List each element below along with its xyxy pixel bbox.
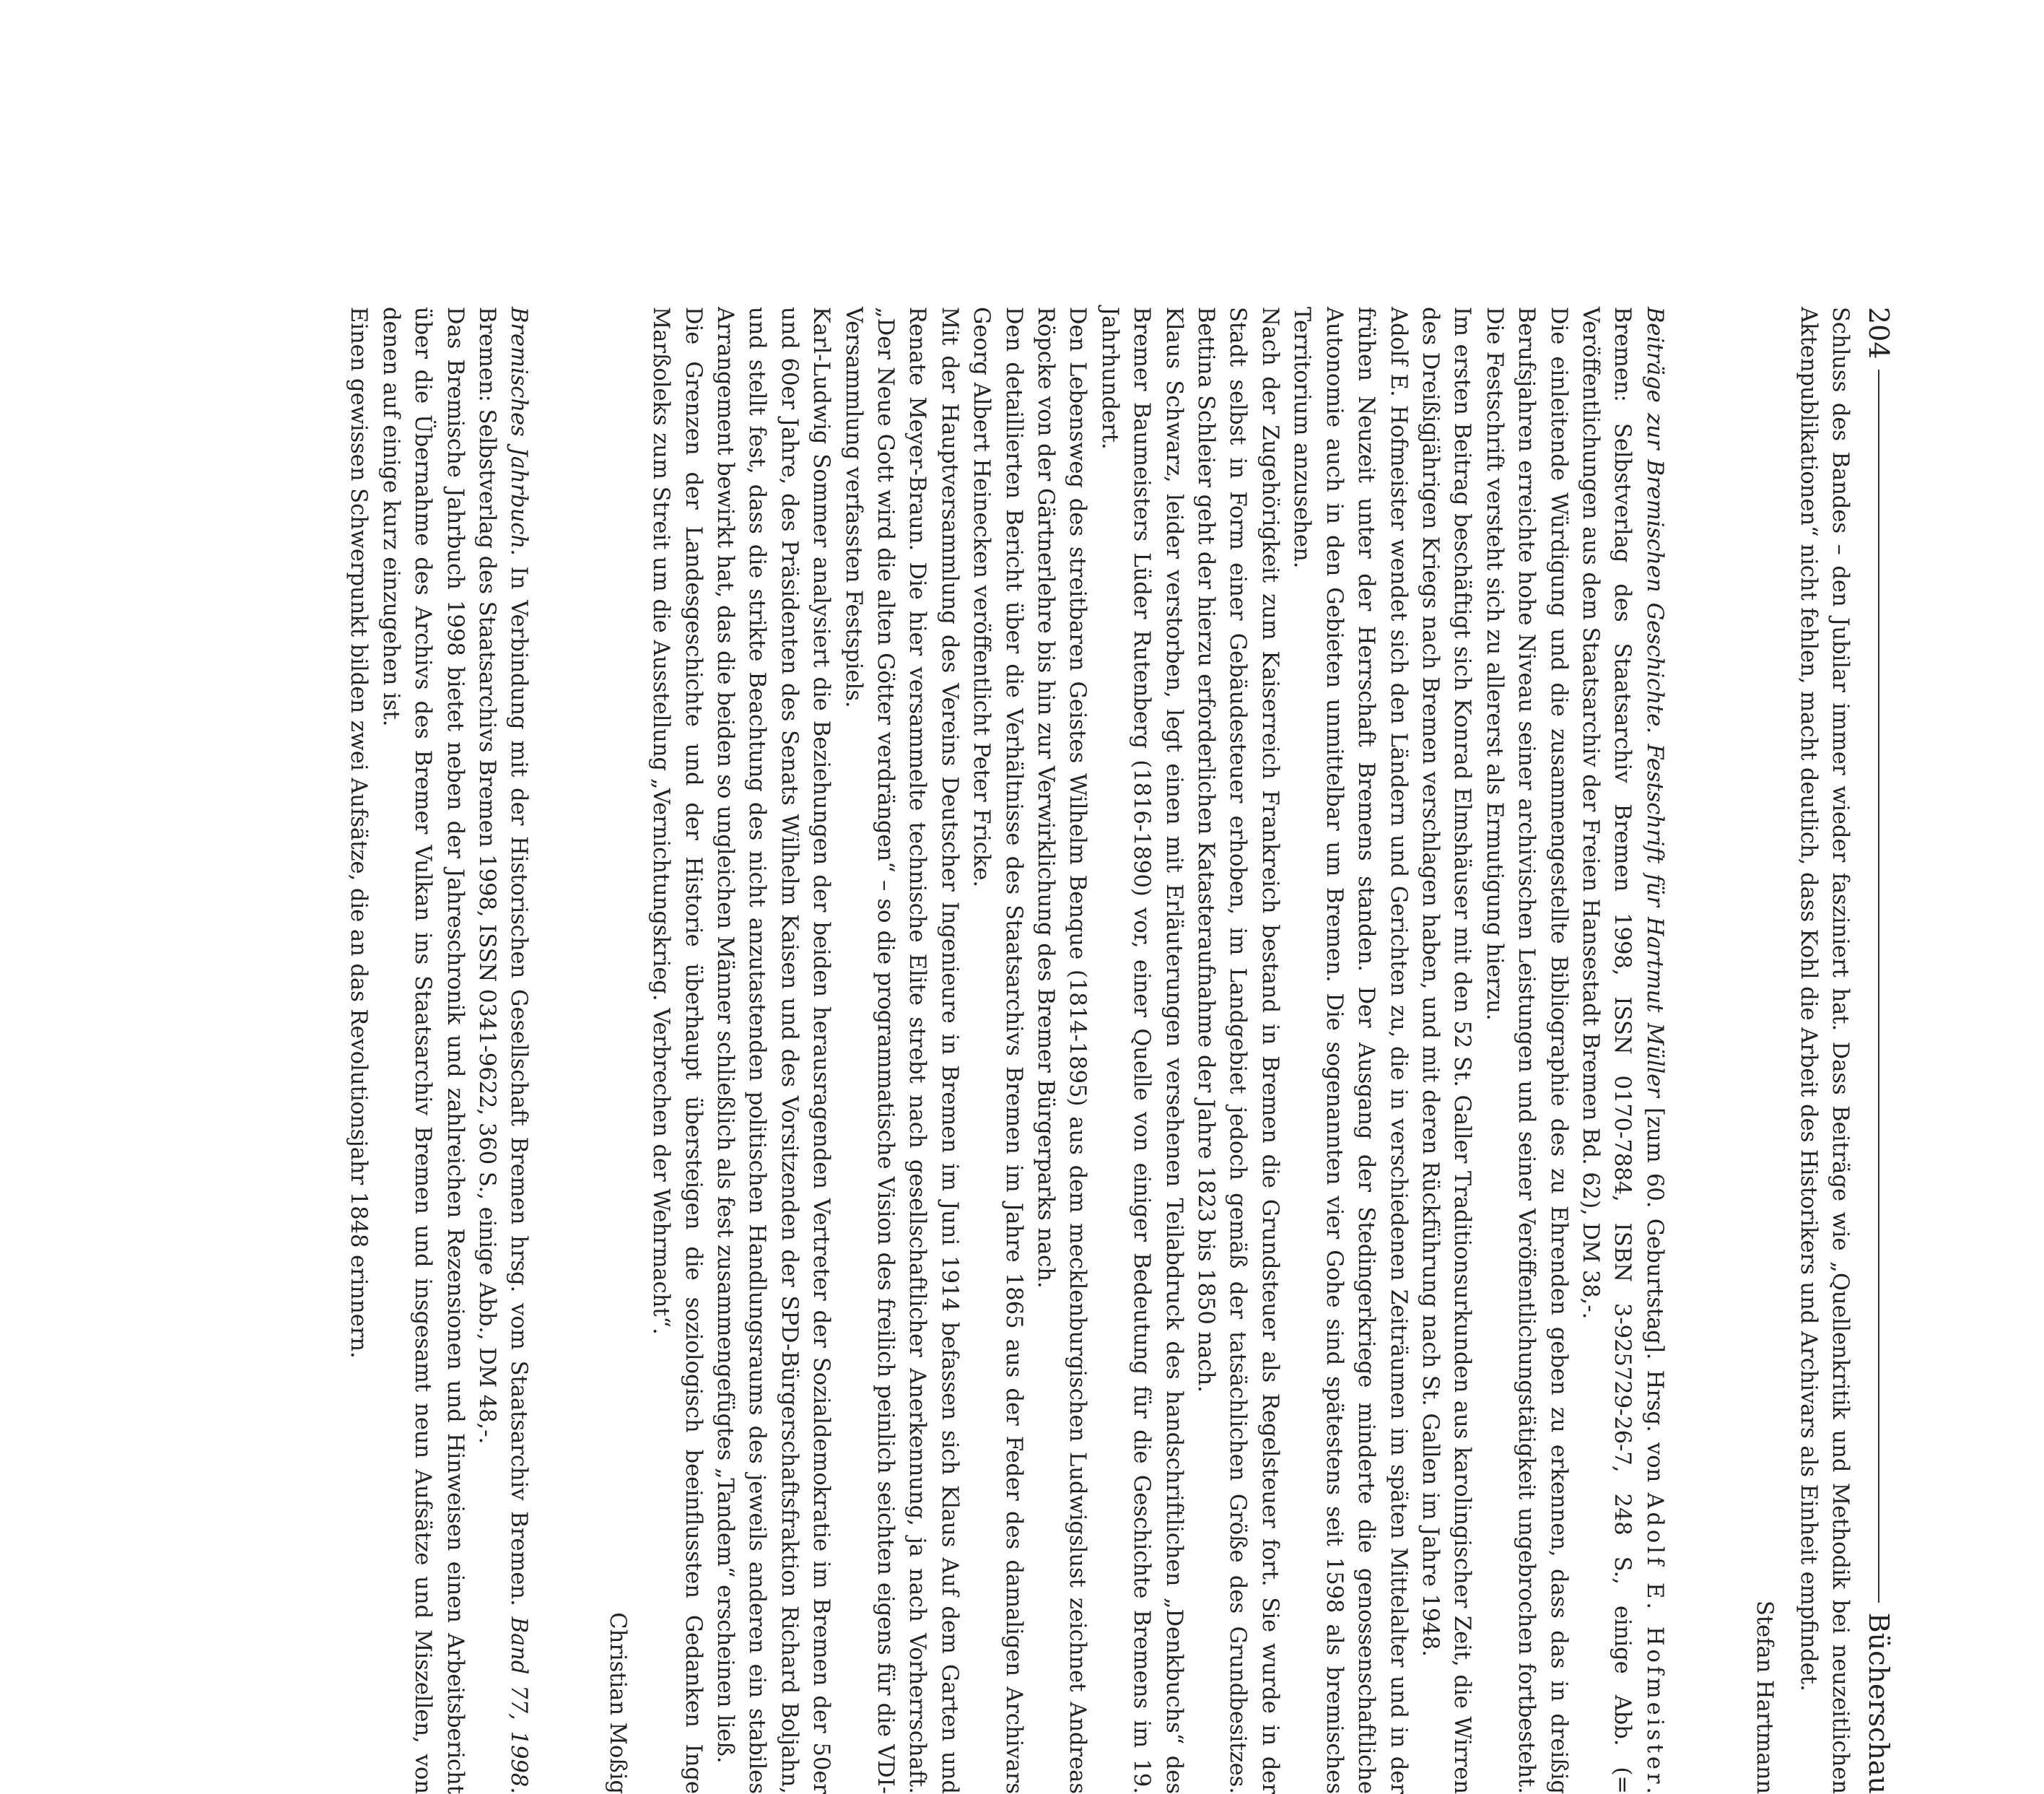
review-3-paragraph: Einen gewissen Schwerpunkt bilden zwei Aufsätze, die an das Revolutionsjahr 1848 erinnern. bbox=[346, 307, 372, 1359]
review-2-bib-part: [zum 60. Geburtstag]. Hrsg. von bbox=[1641, 1097, 1667, 1493]
review-2-bibliography bbox=[1574, 307, 1670, 1794]
section-title: Bücherschau bbox=[1863, 1612, 1895, 1794]
review-2-paragraph: Im ersten Beitrag beschäftigt sich Konrad Elmshäuser mit den 52 St. Galler Traditionsurkunden aus karolingischer Zeit, die Wirren des Dreißigjährigen Kriegs nach Bremen verschlagen haben, und mit deren Rückführung nach St. Gallen im Jahre 1948. bbox=[1417, 307, 1475, 1794]
review-3-bib-rest: Bremen: Selbstverlag des Staatsarchivs Bremen 1998, ISSN 0341-9622, 360 S., einige Abb., DM 48,-. bbox=[473, 307, 499, 1445]
review-1-text: Schluss des Bandes – den Jubilar immer wieder fasziniert hat. Dass Beiträge wie „Quellenkritik und Methodik bei neuzeitlichen Aktenpublikationen“ nicht fehlen, macht deutlich, dass Kohl die Arbeit des Historikers und Archivars als Einheit empfindet. bbox=[1795, 307, 1853, 1794]
review-2-paragraph: Nach der Zugehörigkeit zum Kaiserreich Frankreich bestand in Bremen die Grundsteuer als Regelsteuer fort. Sie wurde in der Stadt selbst in Form einer Gebäudesteuer erhoben, im Landgebiet jedoch gemäß der tatsächlichen Größe des Grundbesitzes. Bettina Schleier geht der hierzu erforderlichen Katasteraufnahme der Jahre 1823 bis 1850 nach. bbox=[1193, 307, 1283, 1794]
review-3-bib-part: In Verbindung mit der Historischen Gesellschaft Bremen hrsg. vom Staatsarchiv Bremen. bbox=[506, 555, 532, 1617]
review-2-editor: Adolf E. Hofmeister bbox=[1641, 1492, 1667, 1788]
review-2-paragraph: Karl-Ludwig Sommer analysiert die Beziehungen der beiden herausragenden Vertreter der Sozialdemokratie im Bremen der 50er und 60er Jahre, des Präsidenten des Senats Wilhelm Kaisen und des Vorsitzenden der SPD-Bürgerschaftsfraktion Richard Boljahn, und stellt fest, dass die strikte Beachtung des nicht anzutastenden politischen Handlungsraums des jeweils anderen ein stabiles Arrangement bewirkt hat, das die beiden so ungleichen Männer schließlich als fest zusammengefügtes „Tandem“ erscheinen ließ. bbox=[712, 307, 834, 1794]
review-2-paragraph: Mit der Hauptversammlung des Vereins Deutscher Ingenieure in Bremen im Juni 1914 befassen sich Klaus Auf dem Garten und Renate Meyer-Braun. Die hier versammelte technische Elite strebt nach gesellschaftlicher Anerkennung, ja nach Vorherrschaft. „Der Neue Gott wird die alten Götter verdrängen“ – so die programmatische Vision des freilich peinlich seichten eigens für die VDI-Versammlung verfassten Festspiels. bbox=[840, 307, 962, 1794]
review-spacer bbox=[1670, 307, 1748, 1794]
review-3-book-title: Bremisches Jahrbuch. bbox=[506, 307, 532, 556]
review-2-paragraph: Den detaillierten Bericht über die Verhältnisse des Staatsarchivs Bremen im Jahre 1865 aus der Feder des damaligen Archivars Georg Albert Heinecken veröffentlicht Peter Fricke. bbox=[969, 307, 1026, 1794]
review-2-signature: Christian Moßig bbox=[604, 1612, 630, 1794]
page-number: 204 bbox=[1863, 307, 1895, 360]
review-2-paragraph: Die Grenzen der Landesgeschichte und der Historie überhaupt übersteigen die soziologisch beeinflussten Gedanken Inge Marßoleks zum Streit um die Ausstellung „Vernichtungskrieg. Verbrechen der Wehrmacht“. bbox=[648, 307, 706, 1794]
header-rule bbox=[1878, 370, 1879, 1603]
review-2-paragraph: Die einleitende Würdigung und die zusammengestellte Bibliographie des zu Ehrenden geben zu erkennen, dass das in dreißig Berufsjahren erreichte hohe Niveau seiner archivischen Leistungen und seiner Veröffentlichungstätigkeit ungebrochen fortbesteht. Die Festschrift versteht sich zu allererst als Ermutigung hierzu. bbox=[1481, 307, 1571, 1794]
review-spacer bbox=[534, 307, 600, 1794]
review-3-paragraph: Das Bremische Jahrbuch 1998 bietet neben der Jahreschronik und zahlreichen Rezensionen und Hinweisen einen Arbeitsbericht über die Übernahme des Archivs des Bremer Vulkan ins Staatsarchiv Bremen und insgesamt neun Aufsätze und Miszellen, von denen auf einige kurz einzugehen ist. bbox=[377, 307, 468, 1794]
review-2-paragraph: Adolf E. Hofmeister wendet sich den Ländern und Gerichten zu, die in verschiedenen Zeiträumen im späten Mittelalter und in der frühen Neuzeit unter der Herrschaft Bremens standen. Der Ausgang der Stedingerkriege minderte die genossenschaftliche Autonomie auch in den Gebieten unmittelbar um Bremen. Die sogenannten vier Gohe sind spätestens seit 1598 als bremisches Territorium anzusehen. bbox=[1289, 307, 1411, 1794]
review-2-bib-rest: . Bremen: Selbstverlag des Staatsarchiv Bremen 1998, ISSN 0170-7884, ISBN 3-925729-26-7, 248 S., einige Abb. (= Veröffentlichungen aus dem Staatsarchiv der Freien Hansestadt Bremen Bd. 62), DM 38,-. bbox=[1577, 307, 1667, 1794]
running-head bbox=[1861, 307, 1896, 1794]
review-1-signature: Stefan Hartmann bbox=[1752, 1600, 1778, 1794]
review-3-bibliography bbox=[471, 307, 535, 1794]
review-2-book-title: Beiträge zur Bremischen Geschichte. Festschrift für Hartmut Müller bbox=[1641, 307, 1667, 1097]
review-3-volume: Band 77, 1998. bbox=[506, 1616, 532, 1794]
page-content bbox=[342, 307, 1896, 1794]
review-2-paragraph: Klaus Schwarz, leider verstorben, legt einen mit Erläuterungen versehenen Teilabdruck des handschriftlichen „Denkbuchs“ des Bremer Baumeisters Lüder Rutenberg (1816-1890) vor, einer Quelle von einiger Bedeutung für die Geschichte Bremens im 19. Jahrhundert. bbox=[1096, 307, 1187, 1794]
review-2-paragraph: Den Lebensweg des streitbaren Geistes Wilhelm Benque (1814-1895) aus dem mecklenburgischen Ludwigslust zeichnet Andreas Röpcke von der Gärtnerlehre bis hin zur Verwirklichung des Bremer Bürgerparks nach. bbox=[1033, 307, 1091, 1794]
